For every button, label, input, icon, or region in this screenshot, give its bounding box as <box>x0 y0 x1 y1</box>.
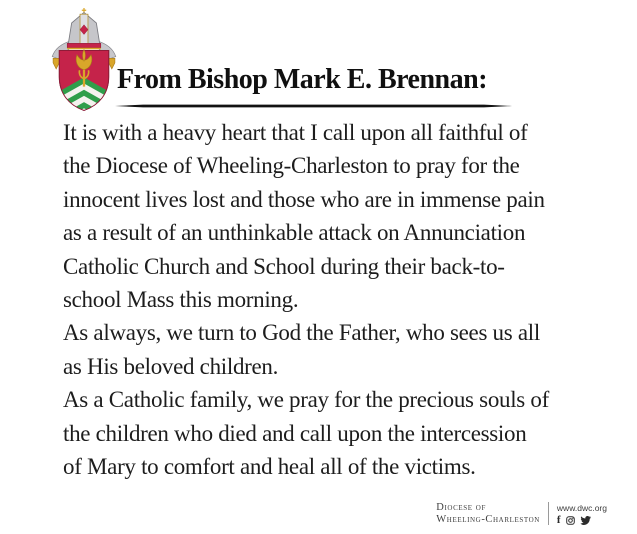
website-block <box>557 503 607 525</box>
statement-line: the children who died and call upon the intercession <box>63 420 527 446</box>
footer-divider <box>548 502 549 525</box>
website-url: www.dwc.org <box>556 502 607 513</box>
coat-of-arms-icon <box>44 8 124 114</box>
statement-line: It is with a heavy heart that I call upon all faithful of <box>63 120 528 145</box>
diocese-name-line2: Wheeling-Charleston <box>436 513 540 525</box>
twitter-icon <box>580 516 591 525</box>
statement-line: As always, we turn to God the Father, who sees us all <box>63 320 540 346</box>
instagram-icon <box>566 516 575 525</box>
statement-text <box>63 116 619 483</box>
title-divider <box>115 104 512 108</box>
facebook-icon: f <box>556 513 561 526</box>
page-title: From Bishop Mark E. Brennan: <box>117 64 488 95</box>
statement-line: as a result of an unthinkable attack on Annunciation <box>63 220 526 246</box>
statement-line: Catholic Church and School during their back-to- <box>63 253 505 279</box>
diocese-crest <box>44 8 124 114</box>
diocese-name-line1: Diocese of <box>436 502 486 513</box>
footer <box>436 502 607 525</box>
diocese-name <box>436 502 540 525</box>
social-icons <box>556 513 607 526</box>
statement-line: innocent lives lost and those who are in immense pain <box>63 186 545 212</box>
statement-line: as His beloved children. <box>63 353 279 379</box>
statement-line: of Mary to comfort and heal all of the victims. <box>63 454 476 480</box>
statement-line: As a Catholic family, we pray for the precious souls of <box>63 387 549 413</box>
statement-line: the Diocese of Wheeling-Charleston to pray for the <box>63 153 520 179</box>
statement-line: school Mass this morning. <box>63 287 299 313</box>
